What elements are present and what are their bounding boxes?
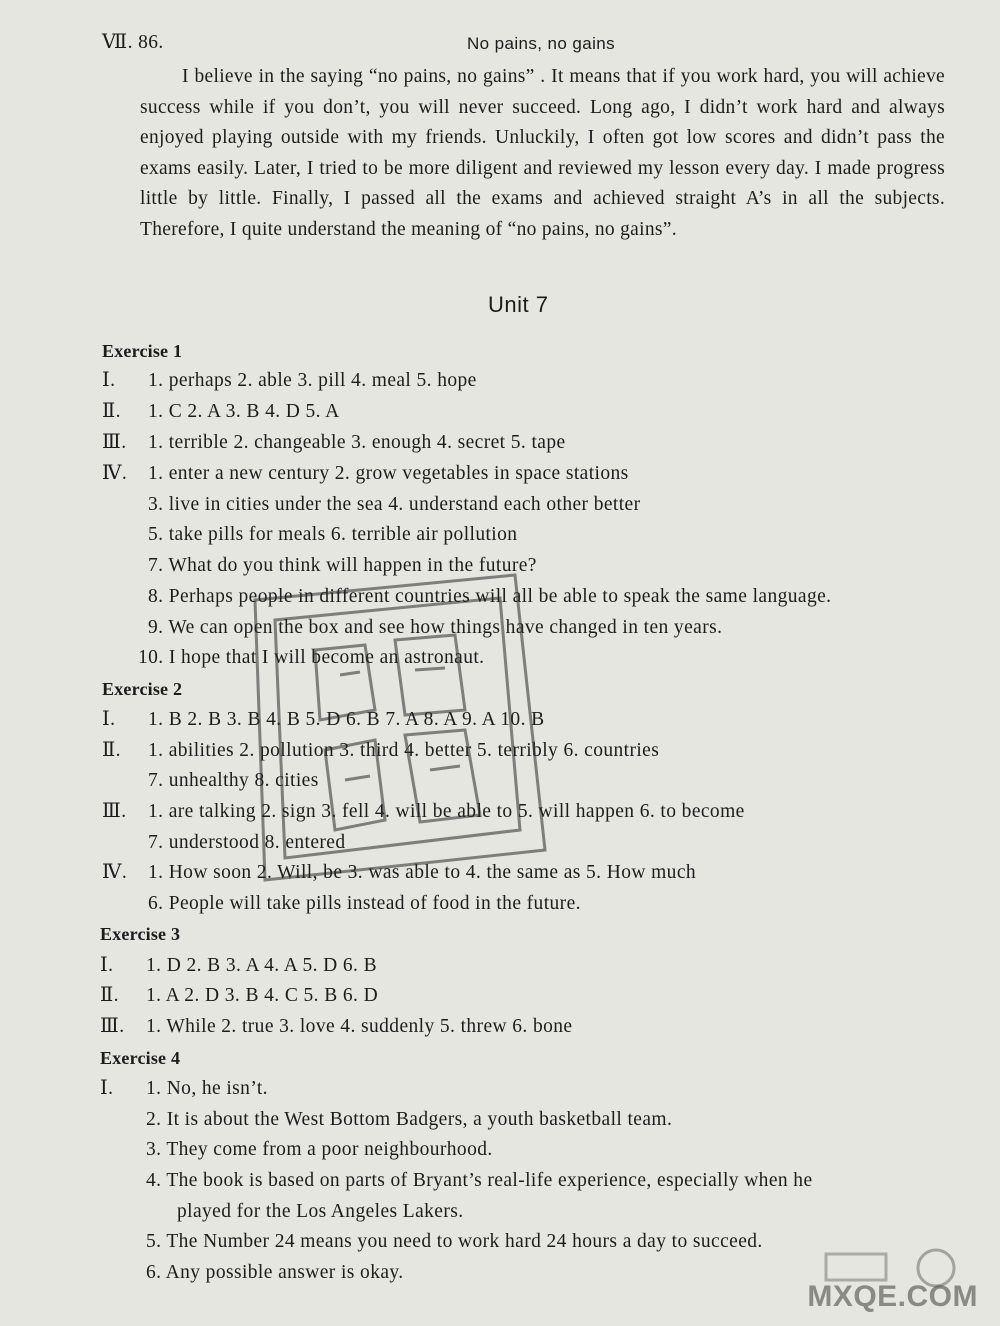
part-number: Ⅱ. bbox=[100, 985, 119, 1006]
exercise-2-part-2-number: Ⅱ. bbox=[102, 740, 121, 761]
answer-line: 1. A 2. D 3. B 4. C 5. B 6. D bbox=[146, 985, 379, 1006]
answer-line: 1. D 2. B 3. A 4. A 5. D 6. B bbox=[146, 955, 378, 976]
answer-line: 1. C 2. A 3. B 4. D 5. A bbox=[148, 401, 340, 422]
answer-line: 7. understood 8. entered bbox=[148, 832, 346, 853]
answer-line: 1. B 2. B 3. B 4. B 5. D 6. B 7. A 8. A 9. A 10. B bbox=[148, 709, 545, 730]
unit-title: Unit 7 bbox=[488, 292, 549, 317]
answer-line: 5. The Number 24 means you need to work hard 24 hours a day to succeed. bbox=[146, 1231, 763, 1252]
answer-line: 7. unhealthy 8. cities bbox=[148, 770, 319, 791]
part-number: Ⅰ. bbox=[102, 709, 116, 730]
answer-line: 6. People will take pills instead of food in the future. bbox=[148, 893, 581, 914]
answer-line: 1. terrible 2. changeable 3. enough 4. secret 5. tape bbox=[148, 432, 566, 453]
answer-line: 3. They come from a poor neighbourhood. bbox=[146, 1139, 493, 1160]
answer-line: 6. Any possible answer is okay. bbox=[146, 1262, 404, 1283]
answer-line: 3. live in cities under the sea 4. understand each other better bbox=[148, 494, 641, 515]
essay-paragraph: I believe in the saying “no pains, no gains” . It means that if you work hard, you will achieve success while if you don’t, you will never succeed. Long ago, I didn’t work hard and always enjoyed playing outside with my friends. Unluckily, I often got low scores and didn’t pass the exams easily. Later, I tried to be more diligent and reviewed my lesson every day. I made progress little by little. Finally, I passed all the exams and achieved straight A’s in all the subjects. Therefore, I quite understand the meaning of “no pains, no gains”. bbox=[140, 66, 945, 240]
answer-line: 4. The book is based on parts of Bryant’s real-life experience, especially when he bbox=[146, 1170, 813, 1191]
part-number: Ⅰ. bbox=[102, 370, 116, 391]
answer-line: 7. What do you think will happen in the future? bbox=[148, 555, 537, 576]
answer-line: 5. take pills for meals 6. terrible air pollution bbox=[148, 524, 518, 545]
answer-line: 1. enter a new century 2. grow vegetables in space stations bbox=[148, 463, 629, 484]
answer-line: 1. perhaps 2. able 3. pill 4. meal 5. hope bbox=[148, 370, 477, 391]
answer-line: 1. No, he isn’t. bbox=[146, 1078, 268, 1099]
part-number: Ⅱ. bbox=[102, 401, 121, 422]
answer-line: 9. We can open the box and see how things have changed in ten years. bbox=[148, 617, 723, 638]
answer-line: 1. How soon 2. Will, be 3. was able to 4. the same as 5. How much bbox=[148, 862, 697, 883]
answer-line: 2. It is about the West Bottom Badgers, a youth basketball team. bbox=[146, 1109, 673, 1130]
answer-line: 1. abilities 2. pollution 3. third 4. better 5. terribly 6. countries bbox=[148, 740, 660, 761]
exercise-2-heading: Exercise 2 bbox=[102, 679, 183, 699]
answer-line: 1. While 2. true 3. love 4. suddenly 5. threw 6. bone bbox=[146, 1016, 573, 1037]
exercise-2-part-4-number: Ⅳ. bbox=[102, 862, 128, 883]
exercise-1-part-4-number: Ⅳ. bbox=[102, 463, 128, 484]
answer-line: 10. I hope that I will become an astronaut. bbox=[138, 647, 485, 668]
exercise-2-part-3-number: Ⅲ. bbox=[102, 801, 127, 822]
exercise-1-heading: Exercise 1 bbox=[102, 341, 183, 361]
exercise-4-heading: Exercise 4 bbox=[100, 1048, 181, 1068]
answer-line: 1. are talking 2. sign 3. fell 4. will be able to 5. will happen 6. to become bbox=[148, 801, 745, 822]
answer-line: played for the Los Angeles Lakers. bbox=[177, 1201, 464, 1222]
part-number: Ⅰ. bbox=[100, 955, 114, 976]
exercise-3-heading: Exercise 3 bbox=[100, 924, 181, 944]
watermark-text: MXQE.COM bbox=[807, 1280, 978, 1313]
part-number: Ⅲ. bbox=[100, 1016, 125, 1037]
answer-line: 8. Perhaps people in different countries will all be able to speak the same language. bbox=[148, 586, 832, 607]
section-number: Ⅶ. 86. bbox=[102, 32, 164, 53]
part-number: Ⅲ. bbox=[102, 432, 127, 453]
essay-title: No pains, no gains bbox=[467, 34, 616, 53]
exercise-4-part-1-number: Ⅰ. bbox=[100, 1078, 114, 1099]
stamp-overlay bbox=[215, 560, 555, 890]
